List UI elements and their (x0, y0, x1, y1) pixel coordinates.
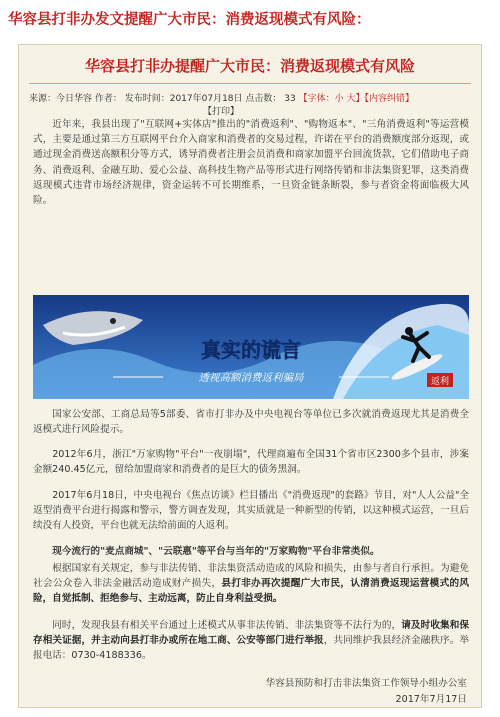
meta-source: 来源：今日华容 作者： 发布时间：2017年07月18日 点击数： 33 (29, 94, 299, 104)
reminder-text: 根据国家有关规定，参与非法传销、非法集资活动造成的风险和损失，由参与者自行承担。为避免社会公众卷入非法金融活动造成财产损失， (33, 563, 469, 590)
article-title: 华容县打非办提醒广大市民：消费返现模式有风险 (84, 57, 415, 75)
article-meta (29, 91, 471, 104)
report-text: 同时，发现我县有相关平台通过上述模式从事非法传销、非法集资等不法行为的， (52, 620, 402, 631)
print-link[interactable]: 【打印】 (203, 107, 240, 117)
signature-date: 2017年7月17日 (395, 694, 467, 705)
paragraph-warning: 国家公安部、工商总局等5部委、省市打非办及中央电视台等单位已多次就消费返现尤其是消费全返模式进行风险提示。 (33, 409, 469, 436)
page-title: 华容县打非办发文提醒广大市民：消费返现模式有风险： (8, 12, 371, 28)
report-error-link[interactable]: 【内容纠错】 (364, 94, 414, 104)
reminder-emphasis: 县打非办再次提醒广大市民，认清消费返现运营模式的风险，自觉抵制、拒绝参与、主动远离，防止自身利益受损。 (33, 578, 470, 605)
report-phone: ，共同维护我县经济金融秩序。举报电话：0730-4188336。 (33, 635, 470, 662)
paragraph-reminder (33, 561, 469, 607)
banner-image (33, 295, 469, 399)
paragraph-report (33, 618, 469, 664)
report-emphasis: 请及时收集和保存相关证据，并主动向县打非办或所在地工商、公安等部门进行举报 (33, 620, 470, 647)
banner-illustration (33, 295, 469, 399)
banner-headline: 真实的谎言 (201, 338, 301, 362)
paragraph-case-2017: 2017年6月18日，中央电视台《焦点访谈》栏目播出《"消费返现"的套路》节目，对"人人公益"全返型消费平台进行揭露和警示，警方调查发现，其实质就是一种新型的传销，以这种模式运营，一旦后续没有人投资，平台也就无法给前面的人返利。 (33, 490, 469, 532)
banner-subline: 透视高额消费返利骗局 (198, 372, 304, 384)
paragraph-similar-platforms: 现今流行的"麦点商城"、"云联惠"等平台与当年的"万家购物"平台非常类似。 (52, 546, 380, 557)
article-frame (18, 44, 482, 708)
font-size-toggle[interactable]: 【字体：小 大】 (298, 94, 365, 104)
signature-org: 华容县预防和打击非法集资工作领导小组办公室 (265, 678, 467, 689)
paragraph-intro: 近年来，我县出现了"互联网+实体店"推出的"消费返利"、"购物返本"、"三角消费返利"等运营模式，主要是通过第三方互联网平台介入商家和消费者的交易过程，许诺在平台的消费额度部分返现，或通过现金消费送高额积分等方式，诱导消费者注册会员消费和商家加盟平台回流货款，它们借助电子商务、消费返利、金融互助、爱心公益、高科技生物产品等形式进行网络传销和非法集资犯罪，这类消费返现模式违背市场经济规律，资金运转不可长期维系，一旦资金链条断裂，参与者资金将面临极大风险。 (33, 119, 469, 207)
paragraph-case-2012: 2012年6月，浙江"万家购物"平台"一夜崩塌"，代理商遍布全国31个省市区2300多个县市，涉案金额240.45亿元，留给加盟商家和消费者的是巨大的债务黑洞。 (33, 449, 469, 476)
banner-badge: 返利 (430, 377, 450, 387)
title-divider (29, 83, 471, 84)
